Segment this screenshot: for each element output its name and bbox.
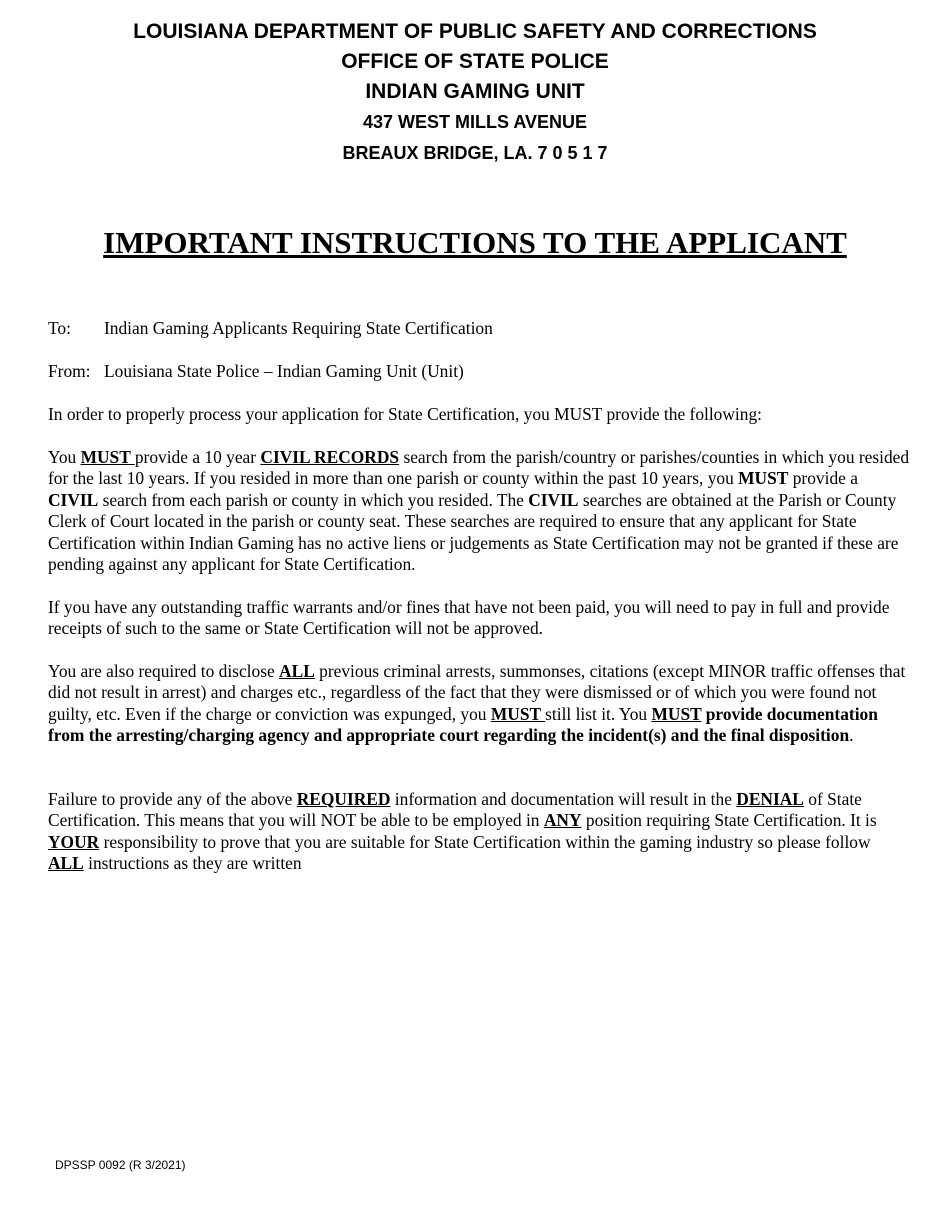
emphasis-must: MUST [80, 447, 135, 467]
header-address: 437 WEST MILLS AVENUE [362, 112, 588, 132]
header-unit: INDIAN GAMING UNIT [365, 80, 585, 103]
emphasis-your: YOUR [48, 831, 100, 852]
memo-to-value: Indian Gaming Applicants Requiring State Certification [104, 318, 493, 338]
emphasis-all: ALL [48, 853, 84, 874]
memo-from-value: Louisiana State Police – Indian Gaming Unit (Unit) [104, 361, 464, 381]
form-number-footer: DPSSP 0092 (R 3/2021) [55, 1158, 186, 1172]
memo-to [48, 318, 910, 339]
memo-from [48, 361, 910, 382]
emphasis-must: MUST [651, 703, 702, 724]
emphasis-civil: CIVIL [48, 489, 99, 510]
civil-records-paragraph: You MUST provide a 10 year CIVIL RECORDS search from the parish/country or parishes/counties in which you resided for the last 10 years. If you resided in more than one parish or county within the past 10 years, you MUST provide a CIVIL search from each parish or county in which you resided. The CIVIL searches are obtained at the Parish or County Clerk of Court located in the parish or county seat. These searches are required to ensure that any applicant for State Certification within Indian Gaming has no active liens or judgements as State Certification may not be granted if these are pending against any applicant for State Certification. [48, 447, 910, 575]
memo-from-label: From: [48, 361, 91, 381]
traffic-warrants-paragraph: If you have any outstanding traffic warrants and/or fines that have not been paid, you will need to pay in full and provide receipts of such to the same or State Certification will not be approved. [48, 597, 890, 639]
emphasis-denial: DENIAL [736, 789, 804, 809]
intro-paragraph: In order to properly process your application for State Certification, you MUST provide the following: [48, 404, 762, 424]
header-office: OFFICE OF STATE POLICE [341, 50, 609, 73]
emphasis-all: ALL [279, 661, 315, 681]
memo-to-label: To: [48, 318, 71, 338]
emphasis-any: ANY [543, 810, 582, 831]
emphasis-civil-records: CIVIL RECORDS [260, 447, 400, 467]
emphasis-required: REQUIRED [296, 789, 391, 809]
criminal-disclosure-paragraph: You are also required to disclose ALL previous criminal arrests, summonses, citations (except MINOR traffic offenses that did not result in arrest) and charges etc., regardless of the fact that they were dismissed or of which you were found not guilty, etc. Even if the charge or conviction was expunged, you MUST still list it. You MUST provide documentation from the arresting/charging agency and appropriate court regarding the incident(s) and the final disposition. [48, 661, 906, 746]
emphasis-must: MUST [738, 468, 789, 489]
emphasis-documentation: provide documentation from the arresting/charging agency and appropriate court regarding the incident(s) and the final disposition [48, 703, 878, 746]
header-department: LOUISIANA DEPARTMENT OF PUBLIC SAFETY AND CORRECTIONS [133, 20, 817, 43]
header-city: BREAUX BRIDGE, LA. 7 0 5 1 7 [342, 143, 608, 163]
emphasis-must: MUST [490, 703, 546, 724]
emphasis-civil: CIVIL [528, 489, 579, 510]
failure-warning-paragraph: Failure to provide any of the above REQUIRED information and documentation will result in the DENIAL of State Certification. This means that you will NOT be able to be employed in ANY position requiring State Certification. It is YOUR responsibility to prove that you are suitable for State Certification within the gaming industry so please follow ALL instructions as they are written [48, 789, 877, 874]
page-title: IMPORTANT INSTRUCTIONS TO THE APPLICANT [103, 225, 847, 260]
